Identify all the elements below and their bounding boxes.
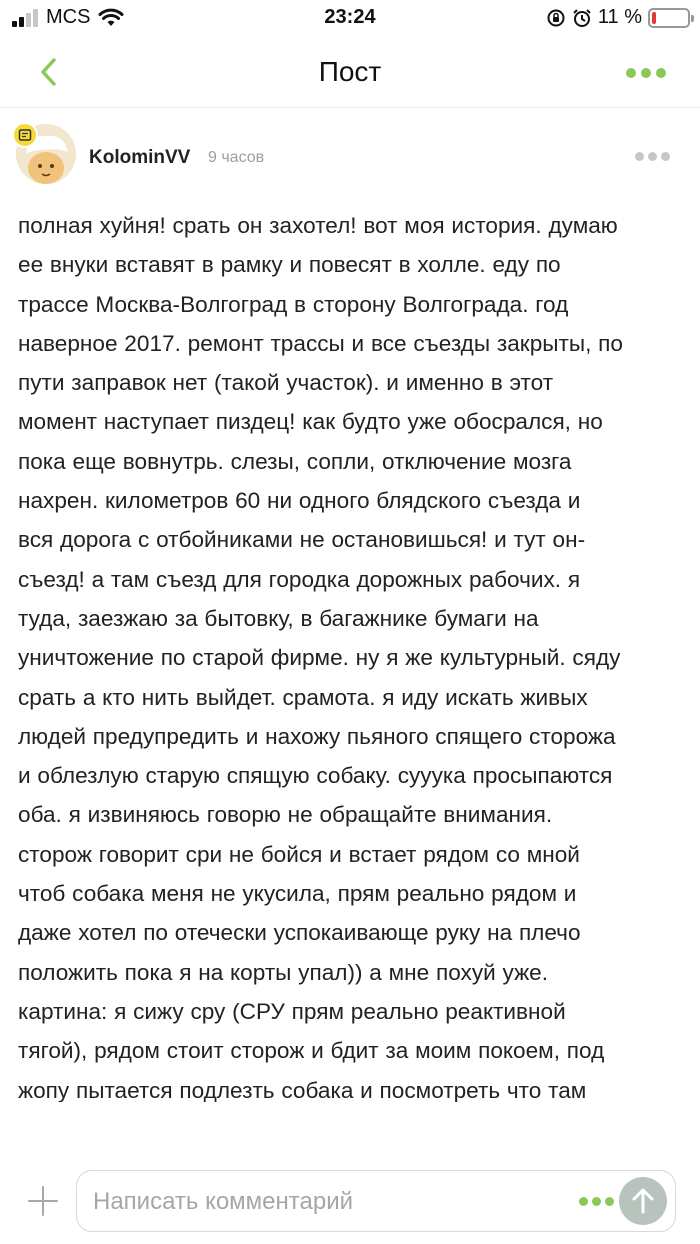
post-more-icon[interactable] [635,152,670,161]
comment-placeholder: Написать комментарий [93,1188,354,1215]
post-header [0,118,700,198]
plus-icon[interactable] [28,1186,58,1216]
carrier-label: MCS [46,6,91,28]
more-dots-icon[interactable] [626,68,666,78]
arrow-up-icon [631,1187,655,1215]
battery-level [652,12,656,24]
battery-icon [648,8,690,28]
status-time: 23:24 [324,6,376,28]
nav-bar [0,36,700,108]
post-text: полная хуйня! срать он захотел! вот моя история. думаю ее внуки вставят в рамку и повесят в холле. еду по трассе Москва-Волгоград в сторону Волгограда. год наверное 2017. ремонт трассы и все съезды закрыты, по пути заправок нет (такой участок). и именно в этот момент наступает пиздец! как будто уже обосрался, но пока еще вовнутрь. слезы, сопли, отключение мозга нахрен. километров 60 ни одного блядского съезда и вся дорога с отбойниками не остановишься! и тут он- съезд! а там съезд для городка дорожных рабочих. я туда, заезжаю за бытовку, в багажнике бумаги на уничтожение по старой фирме. ну я же культурный. сяду срать а кто нить выйдет. срамота. я иду искать живых людей предупредить и нахожу пьяного спящего сторожа и облезлую старую спящую собаку. сууука просыпаются оба. я извиняюсь говорю не обращайте внимания. сторож говорит сри не бойся и встает рядом со мной чтоб собака меня не укусила, прям реально рядом и даже хотел по отечески успокаивающе руку на плечо положить пока я на корты упал)) а мне похуй уже. картина: я сижу сру (СРУ прям реально реактивной тягой), рядом стоит сторож и бдит за моим покоем, под жопу пытается подлезть собака и посмотреть что там [18,213,623,1102]
send-button[interactable] [619,1177,667,1225]
author-badge-icon [12,122,38,148]
author-name[interactable]: KolominVV [89,147,191,168]
status-bar [0,0,700,36]
comment-input[interactable] [76,1170,676,1232]
avatar[interactable] [16,124,76,184]
comment-bar [0,1160,700,1244]
post-body [18,206,686,1102]
page-title: Пост [318,56,382,87]
post-time: 9 часов [208,149,265,166]
orientation-lock-icon [546,8,566,28]
status-right [546,6,690,29]
battery-percent: 11 % [597,6,642,28]
alarm-icon [572,8,592,28]
comment-more-icon[interactable] [579,1197,614,1206]
